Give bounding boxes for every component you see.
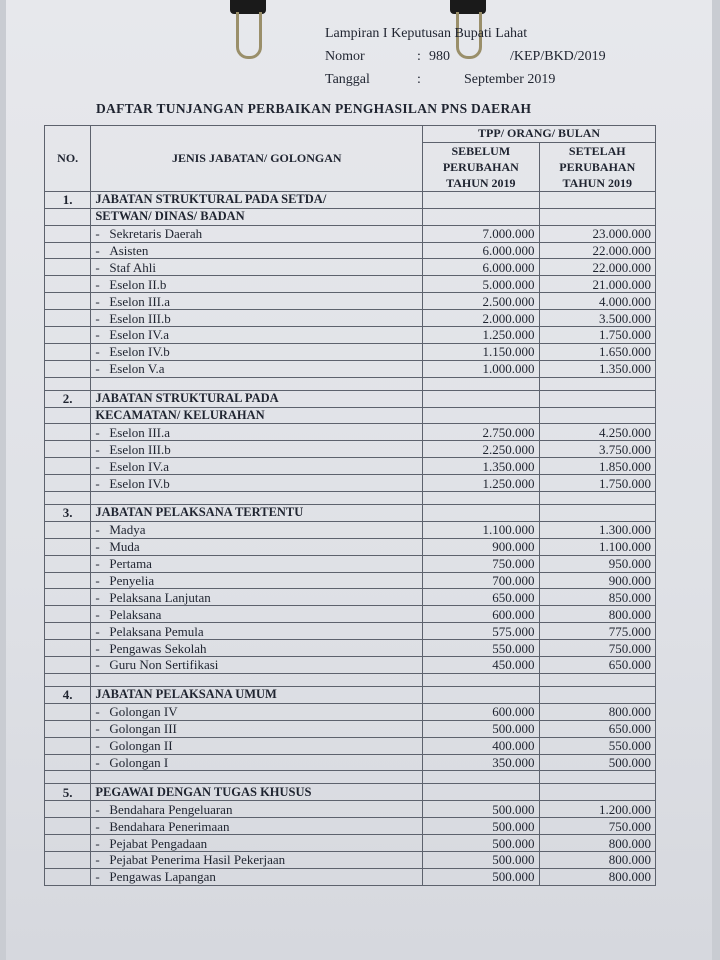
table-row [45,424,656,441]
table-row [45,242,656,259]
position-cell [91,801,423,818]
empty-cell [45,801,91,818]
section-number: 3. [45,505,91,522]
section-title-row [45,407,656,424]
value-after: 3.500.000 [539,310,655,327]
value-after: 800.000 [539,835,655,852]
value-before: 1.350.000 [423,458,539,475]
value-before: 500.000 [423,868,539,885]
section-number: 4. [45,686,91,703]
empty-cell [539,191,655,208]
value-after: 500.000 [539,754,655,771]
table-row [45,703,656,720]
table-row [45,657,656,674]
bullet-dash: - [95,818,100,834]
bullet-dash: - [95,259,100,275]
nomor-colon: : [417,49,421,64]
empty-cell [539,492,655,505]
empty-cell [423,686,539,703]
value-before: 6.000.000 [423,242,539,259]
empty-cell [45,276,91,293]
position-cell [91,259,423,276]
table-body [45,191,656,885]
value-before: 2.250.000 [423,441,539,458]
value-after: 750.000 [539,640,655,657]
header-attachment: Lampiran I Keputusan Bupati Lahat [325,26,528,41]
position-cell [91,276,423,293]
position-name: Pelaksana Lanjutan [109,589,211,605]
position-cell [91,242,423,259]
table-row [45,276,656,293]
position-name: Eselon IV.b [109,475,170,491]
value-after: 750.000 [539,818,655,835]
position-name: Sekretaris Daerah [109,226,203,242]
section-title-row [45,191,656,208]
empty-cell [91,771,423,784]
value-after: 650.000 [539,657,655,674]
value-after: 1.100.000 [539,538,655,555]
position-name: Asisten [109,243,149,258]
nomor-label: Nomor [325,49,365,64]
value-before: 600.000 [423,703,539,720]
value-before: 1.250.000 [423,475,539,492]
position-cell [91,327,423,344]
position-name: Pejabat Pengadaan [109,835,208,851]
value-after: 650.000 [539,720,655,737]
position-name: Pengawas Sekolah [109,640,207,656]
value-after: 21.000.000 [539,276,655,293]
bullet-dash: - [95,310,100,326]
empty-cell [45,754,91,771]
value-before: 575.000 [423,623,539,640]
position-name: Pejabat Penerima Hasil Pekerjaan [109,852,286,868]
empty-cell [423,208,539,225]
value-after: 22.000.000 [539,242,655,259]
empty-cell [45,343,91,360]
bullet-dash: - [95,243,100,258]
empty-cell [45,521,91,538]
col-header-no: NO. [45,126,91,192]
empty-cell [45,737,91,754]
position-cell [91,623,423,640]
position-cell [91,851,423,868]
empty-cell [45,377,91,390]
bullet-dash: - [95,657,100,673]
position-cell [91,555,423,572]
position-cell [91,868,423,885]
position-name: Staf Ahli [109,259,156,275]
position-name: Penyelia [109,573,155,589]
value-after: 1.200.000 [539,801,655,818]
value-after: 1.750.000 [539,475,655,492]
value-after: 4.000.000 [539,293,655,310]
section-number [45,208,91,225]
bullet-dash: - [95,293,100,309]
position-cell [91,606,423,623]
value-after: 22.000.000 [539,259,655,276]
empty-cell [45,657,91,674]
bullet-dash: - [95,801,100,817]
value-after: 950.000 [539,555,655,572]
section-title-row [45,784,656,801]
bullet-dash: - [95,704,100,720]
position-name: Eselon II.b [109,276,167,292]
value-after: 800.000 [539,606,655,623]
position-cell [91,737,423,754]
table-row [45,754,656,771]
empty-cell [45,606,91,623]
empty-cell [45,225,91,242]
value-before: 900.000 [423,538,539,555]
table-row [45,868,656,885]
tanggal-label: Tanggal [325,72,370,87]
bullet-dash: - [95,361,100,377]
section-title-row [45,505,656,522]
bullet-dash: - [95,869,100,885]
spacer-row [45,771,656,784]
empty-cell [539,784,655,801]
empty-cell [45,818,91,835]
value-before: 350.000 [423,754,539,771]
section-title: JABATAN PELAKSANA UMUM [91,686,423,703]
position-name: Pelaksana Pemula [109,623,204,639]
position-cell [91,310,423,327]
table-row [45,606,656,623]
bullet-dash: - [95,475,100,491]
position-cell [91,818,423,835]
empty-cell [423,191,539,208]
value-after: 23.000.000 [539,225,655,242]
position-name: Eselon III.b [109,310,171,326]
section-number: 2. [45,390,91,407]
value-after: 1.350.000 [539,360,655,377]
empty-cell [45,555,91,572]
position-name: Golongan IV [109,704,178,720]
position-name: Muda [109,539,140,555]
section-number: 1. [45,191,91,208]
bullet-dash: - [95,344,100,360]
bullet-dash: - [95,539,100,555]
section-title: JABATAN STRUKTURAL PADA [91,390,423,407]
position-cell [91,703,423,720]
position-name: Bendahara Pengeluaran [109,801,233,817]
bullet-dash: - [95,424,100,440]
empty-cell [45,327,91,344]
section-title: JABATAN STRUKTURAL PADA SETDA/ [91,191,423,208]
tanggal-value: September 2019 [464,72,556,87]
bullet-dash: - [95,606,100,622]
bullet-dash: - [95,852,100,868]
empty-cell [45,259,91,276]
position-cell [91,538,423,555]
table-row [45,327,656,344]
table-row [45,521,656,538]
empty-cell [45,475,91,492]
value-after: 550.000 [539,737,655,754]
empty-cell [539,673,655,686]
value-after: 850.000 [539,589,655,606]
value-before: 5.000.000 [423,276,539,293]
nomor-value: 980 [429,49,450,64]
section-title: SETWAN/ DINAS/ BADAN [91,208,423,225]
value-before: 450.000 [423,657,539,674]
table-row [45,801,656,818]
position-cell [91,424,423,441]
position-cell [91,343,423,360]
empty-cell [423,492,539,505]
bullet-dash: - [95,589,100,605]
bullet-dash: - [95,640,100,656]
position-cell [91,225,423,242]
value-before: 500.000 [423,835,539,852]
table-row [45,458,656,475]
position-cell [91,589,423,606]
col-header-group: TPP/ ORANG/ BULAN [423,126,656,143]
position-cell [91,293,423,310]
bullet-dash: - [95,573,100,589]
binder-clip-left [226,0,270,60]
empty-cell [423,377,539,390]
document-title: DAFTAR TUNJANGAN PERBAIKAN PENGHASILAN PNS DAERAH [96,101,532,116]
bullet-dash: - [95,522,100,538]
position-name: Golongan II [109,738,173,754]
value-before: 2.500.000 [423,293,539,310]
table-row [45,555,656,572]
empty-cell [45,640,91,657]
empty-cell [45,835,91,852]
value-after: 4.250.000 [539,424,655,441]
table-row [45,720,656,737]
empty-cell [45,538,91,555]
value-after: 1.300.000 [539,521,655,538]
spacer-row [45,673,656,686]
value-after: 775.000 [539,623,655,640]
empty-cell [539,390,655,407]
section-title: JABATAN PELAKSANA TERTENTU [91,505,423,522]
empty-cell [539,505,655,522]
empty-cell [423,390,539,407]
table-row [45,623,656,640]
empty-cell [45,673,91,686]
position-name: Madya [109,522,146,538]
table-row [45,818,656,835]
section-number [45,407,91,424]
table-row [45,640,656,657]
position-cell [91,640,423,657]
position-name: Eselon IV.b [109,344,170,360]
empty-cell [423,407,539,424]
empty-cell [45,572,91,589]
value-before: 6.000.000 [423,259,539,276]
bullet-dash: - [95,835,100,851]
empty-cell [45,868,91,885]
bullet-dash: - [95,327,100,343]
value-before: 500.000 [423,818,539,835]
value-after: 1.750.000 [539,327,655,344]
empty-cell [423,673,539,686]
spacer-row [45,377,656,390]
value-after: 800.000 [539,868,655,885]
value-after: 900.000 [539,572,655,589]
bullet-dash: - [95,721,100,737]
position-name: Eselon III.a [109,293,170,309]
section-title-row [45,686,656,703]
bullet-dash: - [95,754,100,770]
position-name: Eselon V.a [109,361,165,377]
empty-cell [45,242,91,259]
position-name: Bendahara Penerimaan [109,818,230,834]
value-before: 1.000.000 [423,360,539,377]
position-name: Pertama [109,556,152,572]
empty-cell [45,703,91,720]
empty-cell [91,492,423,505]
position-cell [91,441,423,458]
value-before: 1.150.000 [423,343,539,360]
empty-cell [539,208,655,225]
value-before: 500.000 [423,851,539,868]
bullet-dash: - [95,738,100,754]
table-row [45,589,656,606]
position-name: Eselon IV.a [109,458,170,474]
empty-cell [45,360,91,377]
section-number: 5. [45,784,91,801]
section-title: PEGAWAI DENGAN TUGAS KHUSUS [91,784,423,801]
position-cell [91,835,423,852]
position-name: Eselon IV.a [109,327,170,343]
position-cell [91,720,423,737]
value-before: 2.000.000 [423,310,539,327]
value-before: 750.000 [423,555,539,572]
value-before: 650.000 [423,589,539,606]
value-before: 7.000.000 [423,225,539,242]
bullet-dash: - [95,441,100,457]
empty-cell [45,458,91,475]
position-name: Golongan III [109,721,177,737]
empty-cell [45,589,91,606]
table-row [45,851,656,868]
empty-cell [45,293,91,310]
position-name: Golongan I [109,754,169,770]
table-row [45,835,656,852]
col-header-before: SEBELUM PERUBAHAN TAHUN 2019 [423,142,539,191]
empty-cell [45,771,91,784]
position-cell [91,657,423,674]
allowance-table [44,125,656,886]
section-title-row [45,390,656,407]
position-cell [91,475,423,492]
position-cell [91,572,423,589]
bullet-dash: - [95,556,100,572]
bullet-dash: - [95,276,100,292]
empty-cell [539,407,655,424]
value-before: 600.000 [423,606,539,623]
section-title: KECAMATAN/ KELURAHAN [91,407,423,424]
position-cell [91,521,423,538]
value-before: 1.100.000 [423,521,539,538]
position-name: Pelaksana [109,606,162,622]
value-after: 800.000 [539,851,655,868]
col-header-after: SETELAH PERUBAHAN TAHUN 2019 [539,142,655,191]
value-before: 400.000 [423,737,539,754]
empty-cell [423,784,539,801]
table-row [45,538,656,555]
position-cell [91,360,423,377]
bullet-dash: - [95,458,100,474]
empty-cell [45,492,91,505]
empty-cell [423,505,539,522]
table-row [45,259,656,276]
tanggal-colon: : [417,72,421,87]
position-name: Eselon III.a [109,424,170,440]
empty-cell [539,686,655,703]
empty-cell [539,377,655,390]
position-cell [91,458,423,475]
empty-cell [45,720,91,737]
value-before: 700.000 [423,572,539,589]
value-after: 1.850.000 [539,458,655,475]
value-before: 550.000 [423,640,539,657]
empty-cell [45,623,91,640]
table-row [45,225,656,242]
value-after: 800.000 [539,703,655,720]
empty-cell [91,377,423,390]
spacer-row [45,492,656,505]
empty-cell [45,310,91,327]
empty-cell [423,771,539,784]
nomor-suffix: /KEP/BKD/2019 [510,49,606,64]
table-row [45,737,656,754]
value-before: 2.750.000 [423,424,539,441]
position-name: Guru Non Sertifikasi [109,657,219,673]
empty-cell [45,851,91,868]
section-title-row [45,208,656,225]
value-before: 1.250.000 [423,327,539,344]
table-row [45,343,656,360]
position-cell [91,754,423,771]
value-after: 1.650.000 [539,343,655,360]
table-row [45,475,656,492]
decree-header [325,22,606,91]
table-row [45,310,656,327]
position-name: Pengawas Lapangan [109,869,216,885]
col-header-jenis: JENIS JABATAN/ GOLONGAN [91,126,423,192]
table-row [45,572,656,589]
empty-cell [45,424,91,441]
empty-cell [45,441,91,458]
table-row [45,293,656,310]
position-name: Eselon III.b [109,441,171,457]
bullet-dash: - [95,226,100,242]
value-after: 3.750.000 [539,441,655,458]
value-before: 500.000 [423,720,539,737]
table-row [45,360,656,377]
value-before: 500.000 [423,801,539,818]
bullet-dash: - [95,623,100,639]
empty-cell [91,673,423,686]
empty-cell [539,771,655,784]
table-row [45,441,656,458]
